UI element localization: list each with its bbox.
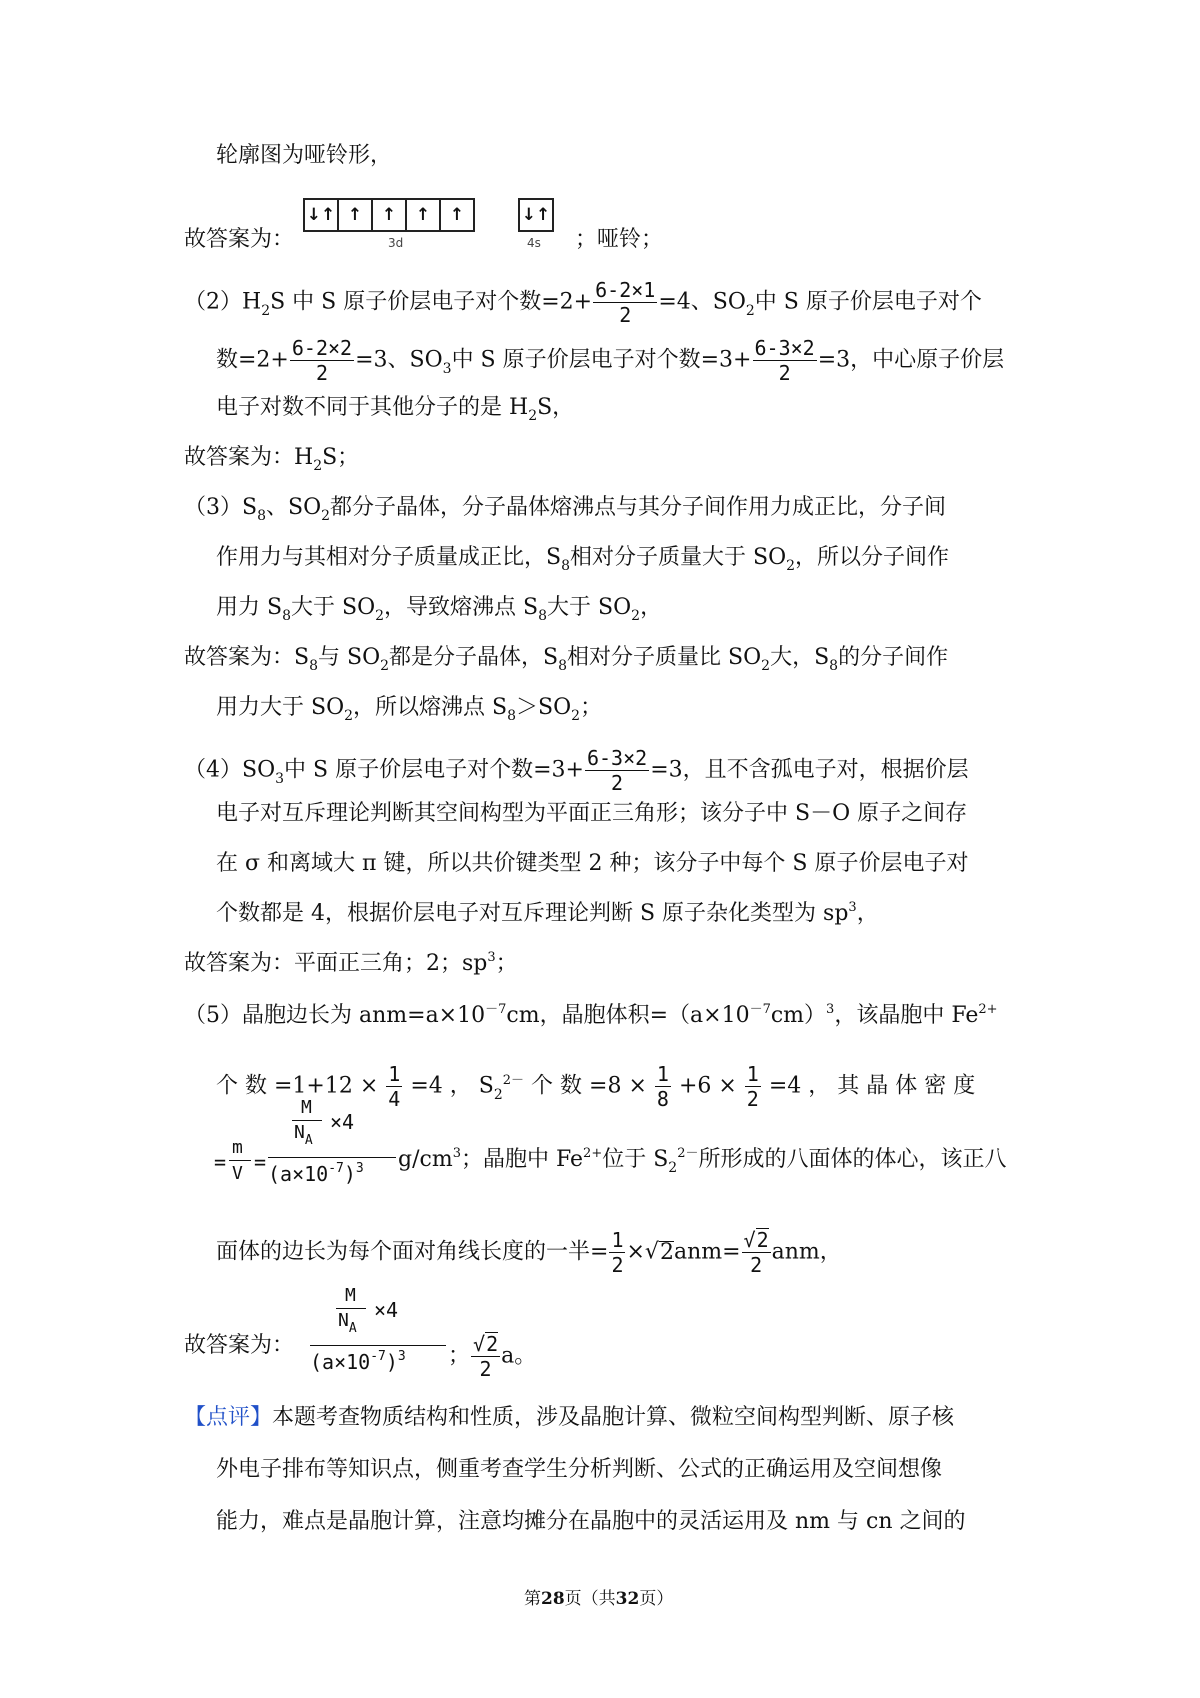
orbital-box: ↑ (337, 198, 373, 232)
fraction: $\frac{√2}{2}$ (743, 1228, 769, 1277)
orbital-4s (520, 198, 554, 232)
review-line-3: 能力，难点是晶胞计算，注意均摊分在晶胞中的灵活运用及 nm 与 cn 之间的 (216, 1509, 966, 1534)
orbital-box: ↑ (439, 198, 475, 232)
fraction: $\frac{1}{4}$ (388, 1062, 401, 1111)
answer-label: 故答案为： (184, 227, 295, 252)
fraction: $\frac{√2}{2}$ (473, 1332, 499, 1381)
q4-line-2: 电子对互斥理论判断其空间构型为平面正三角形；该分子中 S－O 原子之间存 (216, 801, 968, 826)
q2-line-2: 数=2+ $\frac{6-2\times 2}{2}$ =3、$SO_3$中 S 原子价层电子对个数=3+ $\frac{6-3\times 2}{2}$ =3，中心原子价层 (216, 336, 1005, 385)
fraction: $\frac{1}{2}$ (746, 1062, 759, 1111)
q4-line-4: 个数都是 4，根据价层电子对互斥理论判断 S 原子杂化类型为 $sp^3$， (216, 900, 879, 926)
q5-line-3: $g/cm^3$；晶胞中 $Fe^{2+}$位于 $S_2^{2-}$所形成的八面体的体心，该正八 (398, 1146, 1007, 1176)
q2-line-3: 电子对数不同于其他分子的是 $H_2S$， (216, 395, 575, 424)
review-line-2: 外电子排布等知识点，侧重考查学生分析判断、公式的正确运用及空间想像 (216, 1457, 943, 1482)
orbital-label-3d: 3d (388, 236, 404, 250)
answer-suffix: ；哑铃； (575, 227, 664, 252)
q5-answer-label: 故答案为： (184, 1333, 295, 1358)
orbital-3d (305, 198, 475, 232)
sqrt-symbol: √ (644, 1239, 659, 1265)
q2-answer: 故答案为：$H_2S$； (184, 445, 360, 474)
orbital-box: ↓↑ (303, 198, 339, 232)
fraction: $\frac{6-2\times 2}{2}$ (291, 336, 353, 385)
fraction: $\frac{6-3\times 2}{2}$ (754, 336, 815, 385)
orbital-box: ↓↑ (518, 198, 554, 232)
q2-line-1: $(2)H_2S$ 中 S 原子价层电子对个数=2+ $\frac{6-2\times 1}{2}$ =4、$SO_2$中 S 原子价层电子对个 (184, 278, 982, 327)
q4-answer: 故答案为：平面正三角；2；$sp^3$； (184, 950, 518, 976)
page-footer: 第28页（共32页） (524, 1589, 674, 1609)
orbital-label-4s: 4s (527, 236, 541, 250)
q3-line-3: 用力 $S_8$大于 $SO_2$，导致熔沸点 $S_8$大于 $SO_2$， (216, 595, 663, 624)
q3-line-1: $(3)S_8$、$SO_2$都分子晶体，分子晶体熔沸点与其分子间作用力成正比，分子间 (184, 495, 947, 524)
q5-line-2: 个 数 =1+12 × $\frac{1}{4}$ =4 ， $S_2^{2-}$ 个 数 =8 × $\frac{1}{8}$ +6 × $\frac{1}{2}$ =4 ， 其 晶 体 密 度 (216, 1062, 976, 1111)
q5-line-4: 面体的边长为每个面对角线长度的一半= $\frac{1}{2}$ ×√2anm= $\frac{√2}{2}$ anm， (216, 1228, 842, 1277)
q3-line-2: 作用力与其相对分子质量成正比，$S_8$相对分子质量大于 $SO_2$，所以分子间作 (216, 545, 950, 574)
review-tag: 【点评】 (184, 1405, 273, 1430)
fraction: $\frac{6-2\times 1}{2}$ (595, 278, 656, 327)
q5-line-1: （5）晶胞边长为 $anm=a\times 10^{-7}cm$，晶胞体积$=(a\times 10^{-7}cm)^3$，该晶胞中 $Fe^{2+}$ (184, 1002, 998, 1028)
orbital-box: ↑ (371, 198, 407, 232)
q3-answer-1: 故答案为：$S_8$与 $SO_2$都是分子晶体，$S_8$相对分子质量比 $SO_2$大，$S_8$的分子间作 (184, 645, 949, 674)
orbital-box: ↑ (405, 198, 441, 232)
review-line-1: 【点评】本题考查物质结构和性质，涉及晶胞计算、微粒空间构型判断、原子核 (184, 1405, 955, 1430)
fraction: $\frac{1}{8}$ (656, 1062, 669, 1111)
fraction: $\frac{6-3\times 2}{2}$ (586, 746, 648, 795)
text-line: 轮廓图为哑铃形， (216, 143, 393, 168)
q3-answer-2: 用力大于 $SO_2$，所以熔沸点 $S_8>SO_2$； (216, 695, 603, 724)
fraction: $\frac{1}{2}$ (611, 1228, 624, 1277)
q4-line-3: 在 σ 和离域大 π 键，所以共价键类型 2 种；该分子中每个 S 原子价层电子对 (216, 851, 969, 876)
q5-answer-tail: ； $\frac{√2}{2}$ a。 (448, 1332, 537, 1381)
q4-line-1: $(4)SO_3$中 S 原子价层电子对个数=3+ $\frac{6-3\times 2}{2}$ =3，且不含孤电子对，根据价层 (184, 746, 969, 795)
